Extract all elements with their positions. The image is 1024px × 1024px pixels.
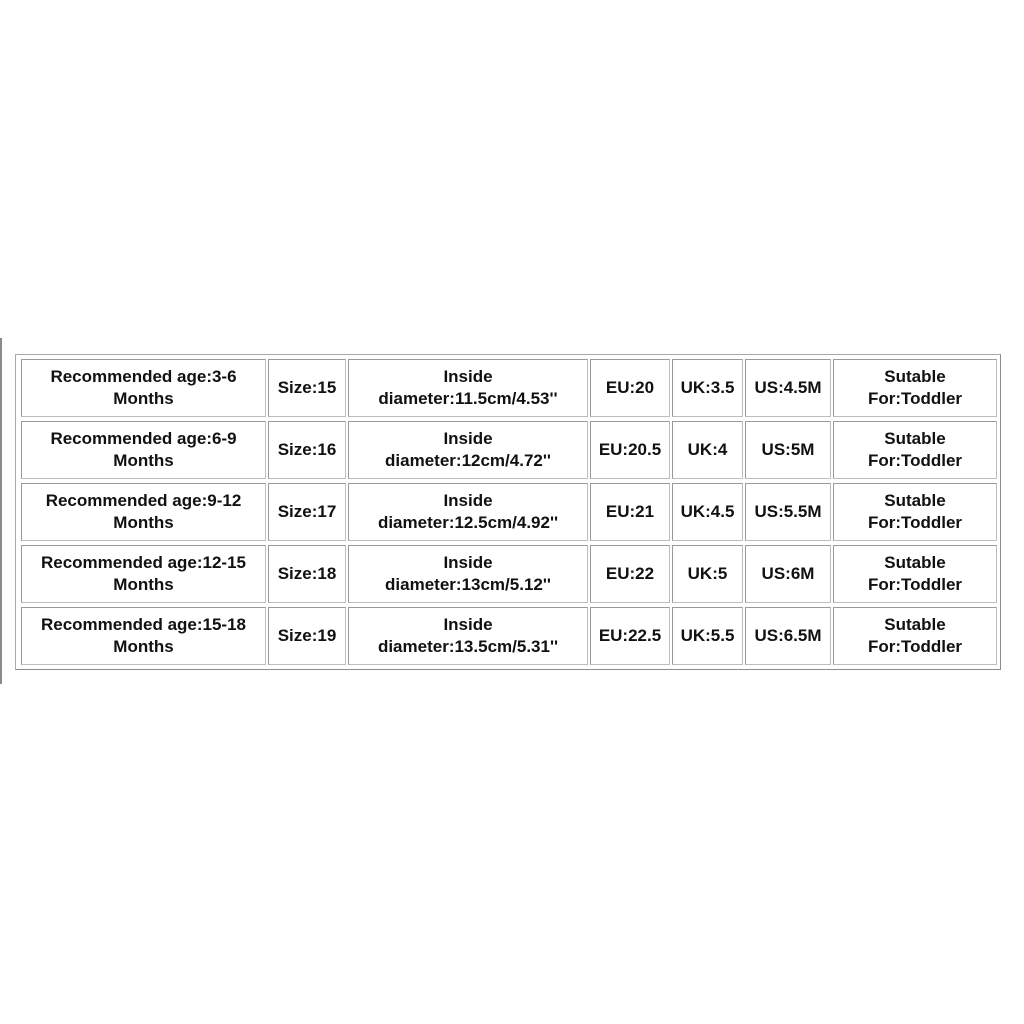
eu-size-cell: EU:20.5: [590, 421, 670, 479]
us-size-cell: US:6.5M: [745, 607, 831, 665]
age-cell: Recommended age:15-18 Months: [21, 607, 266, 665]
uk-size-cell: UK:4: [672, 421, 743, 479]
uk-size-cell: UK:5.5: [672, 607, 743, 665]
suitable-cell: Sutable For:Toddler: [833, 483, 997, 541]
diameter-cell: Inside diameter:13cm/5.12'': [348, 545, 588, 603]
table-row: [21, 359, 997, 417]
diameter-cell: Inside diameter:13.5cm/5.31'': [348, 607, 588, 665]
diameter-cell: Inside diameter:11.5cm/4.53'': [348, 359, 588, 417]
suitable-cell: Sutable For:Toddler: [833, 421, 997, 479]
eu-size-cell: EU:22: [590, 545, 670, 603]
age-cell: Recommended age:9-12 Months: [21, 483, 266, 541]
eu-size-cell: EU:21: [590, 483, 670, 541]
us-size-cell: US:5.5M: [745, 483, 831, 541]
suitable-cell: Sutable For:Toddler: [833, 545, 997, 603]
size-cell: Size:16: [268, 421, 346, 479]
size-cell: Size:19: [268, 607, 346, 665]
eu-size-cell: EU:20: [590, 359, 670, 417]
age-cell: Recommended age:12-15 Months: [21, 545, 266, 603]
suitable-cell: Sutable For:Toddler: [833, 359, 997, 417]
age-cell: Recommended age:3-6 Months: [21, 359, 266, 417]
age-cell: Recommended age:6-9 Months: [21, 421, 266, 479]
table-row: [21, 483, 997, 541]
table-row: [21, 421, 997, 479]
uk-size-cell: UK:3.5: [672, 359, 743, 417]
suitable-cell: Sutable For:Toddler: [833, 607, 997, 665]
us-size-cell: US:4.5M: [745, 359, 831, 417]
table-row: [21, 545, 997, 603]
size-chart: [15, 354, 1001, 670]
size-cell: Size:18: [268, 545, 346, 603]
diameter-cell: Inside diameter:12.5cm/4.92'': [348, 483, 588, 541]
us-size-cell: US:5M: [745, 421, 831, 479]
us-size-cell: US:6M: [745, 545, 831, 603]
uk-size-cell: UK:4.5: [672, 483, 743, 541]
uk-size-cell: UK:5: [672, 545, 743, 603]
eu-size-cell: EU:22.5: [590, 607, 670, 665]
size-cell: Size:17: [268, 483, 346, 541]
size-table: [19, 355, 999, 669]
size-cell: Size:15: [268, 359, 346, 417]
table-row: [21, 607, 997, 665]
diameter-cell: Inside diameter:12cm/4.72'': [348, 421, 588, 479]
left-border-line: [0, 338, 2, 684]
